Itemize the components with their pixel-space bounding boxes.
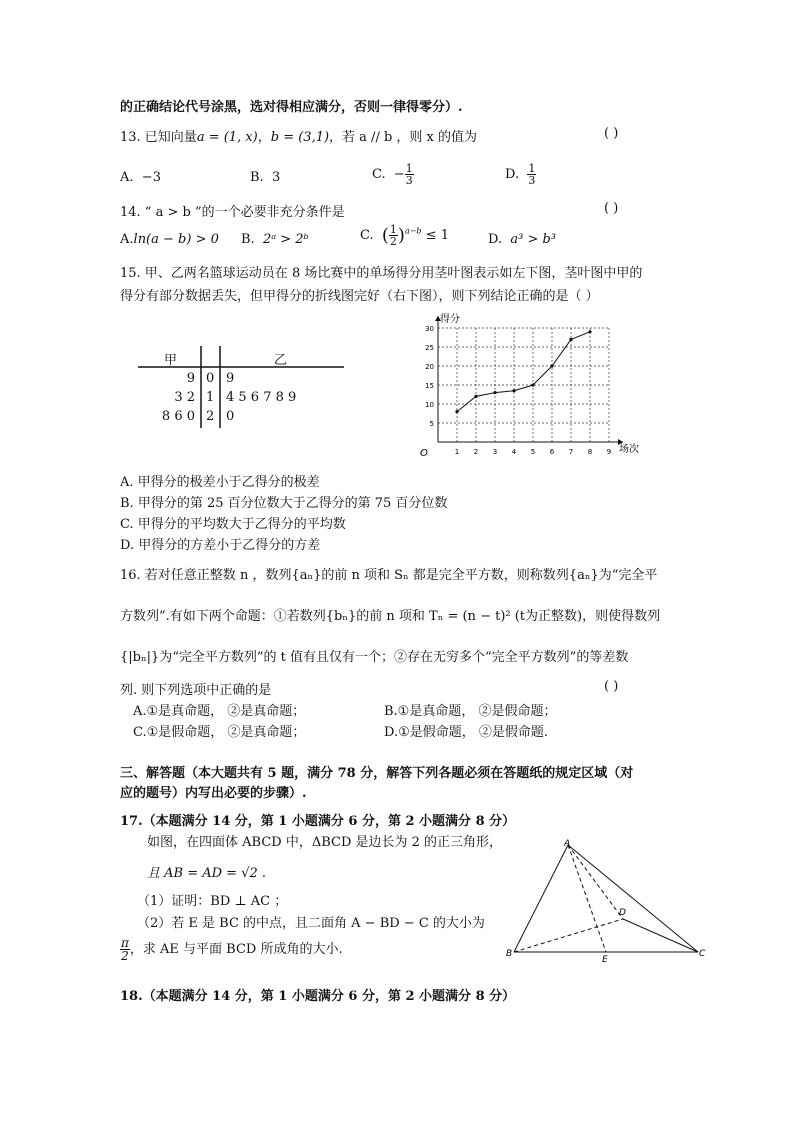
stem-leaf-row-right: 9 <box>226 371 235 386</box>
q15-line2: 得分有部分数据丢失，但甲得分的折线图完好（右下图），则下列结论正确的是（ ） <box>120 289 599 304</box>
q15-option-d: D. 甲得分的方差小于乙得分的方差 <box>120 538 321 553</box>
y-axis-label: 得分 <box>440 314 460 325</box>
q13-option-c: C. − $\frac{1}{3}$ <box>372 162 413 187</box>
y-tick-label: 10 <box>425 401 434 409</box>
q14-option-a: A.ln(a − b) > 0 <box>120 232 219 247</box>
x-axis-label: 场次 <box>619 444 639 455</box>
tetrahedron-figure <box>506 838 716 968</box>
q16-option-d: D.①是假命题， ②是假命题. <box>384 725 549 740</box>
x-tick-label: 7 <box>568 448 574 456</box>
q17-heading: 17.（本题满分 14 分，第 1 小题满分 6 分，第 2 小题满分 8 分） <box>120 814 516 829</box>
intro-line: 的正确结论代号涂黑，选对得相应满分，否则一律得零分）. <box>120 100 463 115</box>
x-tick-label: 4 <box>511 448 517 456</box>
q16-answer-paren: ( ) <box>604 679 619 694</box>
edge-ab <box>514 845 568 952</box>
x-tick-label: 2 <box>473 448 479 456</box>
data-point <box>588 330 591 333</box>
y-tick-label: 25 <box>425 344 434 352</box>
q14-option-d: D. a³ > b³ <box>488 232 557 247</box>
x-tick-label: 6 <box>549 448 555 456</box>
origin-label: O <box>420 448 428 458</box>
section3-heading-line1: 三、解答题（本大题共有 5 题，满分 78 分，解答下列各题必须在答题纸的规定区域（对 <box>120 766 634 781</box>
q18-heading: 18.（本题满分 14 分，第 1 小题满分 6 分，第 2 小题满分 8 分） <box>120 989 516 1004</box>
q17-line1: 如图，在四面体 ABCD 中，ΔBCD 是边长为 2 的正三角形， <box>147 835 503 850</box>
q13-answer-paren: ( ) <box>604 126 619 141</box>
stem-leaf-row-stem: 0 <box>206 371 215 386</box>
q16-option-c: C.①是假命题， ②是真命题； <box>133 725 306 740</box>
label-a: A <box>564 839 571 849</box>
edge-bd <box>514 919 623 952</box>
section3-heading-line2: 应的题号）内写出必要的步骤）. <box>120 786 307 801</box>
stem-leaf-row-left: 3 2 <box>174 390 195 405</box>
y-tick-label: 30 <box>425 325 434 333</box>
q14-stem: 14. “ a > b ”的一个必要非充分条件是 <box>120 205 345 220</box>
q15-option-c: C. 甲得分的平均数大于乙得分的平均数 <box>120 517 346 532</box>
label-e: E <box>602 955 608 965</box>
label-b: B <box>506 949 513 959</box>
q16-line3: {|bₙ|}为“完全平方数列”的 t 值有且仅有一个；②存在无穷多个“完全平方数列”的等差数 <box>120 650 629 665</box>
q16-line2: 方数列”.有如下两个命题：①若数列{bₙ}的前 n 项和 Tₙ = (n − t)² (t为正整数)，则使得数列 <box>120 609 661 624</box>
stem-leaf-row-right: 4 5 6 7 8 9 <box>226 390 297 405</box>
data-point <box>512 389 515 392</box>
y-tick-label: 15 <box>425 382 434 390</box>
q14-option-c: C. ( $\frac{1}{2}$ )$^{a-b}$ ≤ 1 <box>360 223 449 248</box>
stem-leaf-row-stem: 2 <box>206 409 215 424</box>
y-tick-label: 5 <box>429 420 434 428</box>
stem-leaf-row-left: 8 6 0 <box>161 409 195 424</box>
q14-answer-paren: ( ) <box>604 201 619 216</box>
series-line <box>457 332 590 412</box>
stem-leaf-row-right: 0 <box>226 409 235 424</box>
label-c: C <box>699 949 706 959</box>
data-point <box>531 383 534 386</box>
q13-option-d: D. $\frac{1}{3}$ <box>505 162 536 187</box>
q15-line1: 15. 甲、乙两名篮球运动员在 8 场比赛中的单场得分用茎叶图表示如左下图，茎叶图中甲的 <box>120 266 643 281</box>
q15-option-b: B. 甲得分的第 25 百分位数大于乙得分的第 75 百分位数 <box>120 496 448 511</box>
x-tick-label: 9 <box>606 448 612 456</box>
q13-option-b: B. 3 <box>250 170 281 185</box>
q16-option-a: A.①是真命题， ②是真命题； <box>133 704 306 719</box>
q16-option-b: B.①是真命题， ②是假命题； <box>384 704 557 719</box>
q17-part2-cont: $\frac{\pi}{2}$ ，求 AE 与平面 BCD 所成角的大小. <box>121 936 343 963</box>
edge-ad <box>568 845 623 919</box>
q16-line4: 列. 则下列选项中正确的是 <box>120 683 272 698</box>
stem-leaf-plot <box>136 346 346 428</box>
stem-leaf-header-right: 乙 <box>274 353 288 368</box>
q13-stem: 13. 已知向量a = (1, x)，b = (3,1)，若 a // b ，则 x 的值为 <box>120 130 478 145</box>
label-d: D <box>619 908 626 918</box>
q15-option-a: A. 甲得分的极差小于乙得分的极差 <box>120 475 320 490</box>
data-point <box>493 391 496 394</box>
data-point <box>455 410 458 413</box>
q17-part1: （1）证明：BD ⊥ AC ； <box>137 894 288 909</box>
q14-option-b: B. 2ᵃ > 2ᵇ <box>241 232 309 247</box>
x-tick-label: 8 <box>587 448 593 456</box>
q17-line2: 且 AB = AD = √2 . <box>147 866 267 881</box>
data-point <box>550 364 553 367</box>
stem-leaf-row-stem: 1 <box>206 390 215 405</box>
score-line-chart <box>412 308 652 458</box>
q16-line1: 16. 若对任意正整数 n ，数列{aₙ}的前 n 项和 Sₙ 都是完全平方数，则称数列{aₙ}为“完全平 <box>120 568 658 583</box>
data-point <box>474 395 477 398</box>
q17-part2: （2）若 E 是 BC 的中点，且二面角 A − BD − C 的大小为 <box>137 916 485 931</box>
stem-leaf-row-left: 9 <box>186 371 195 386</box>
q13-option-a: A. −3 <box>120 170 161 185</box>
edge-dc <box>623 919 698 952</box>
x-tick-label: 1 <box>454 448 460 456</box>
data-point <box>569 338 572 341</box>
y-tick-label: 20 <box>425 363 434 371</box>
x-tick-label: 3 <box>492 448 498 456</box>
stem-leaf-header-left: 甲 <box>164 353 178 368</box>
x-tick-label: 5 <box>530 448 536 456</box>
